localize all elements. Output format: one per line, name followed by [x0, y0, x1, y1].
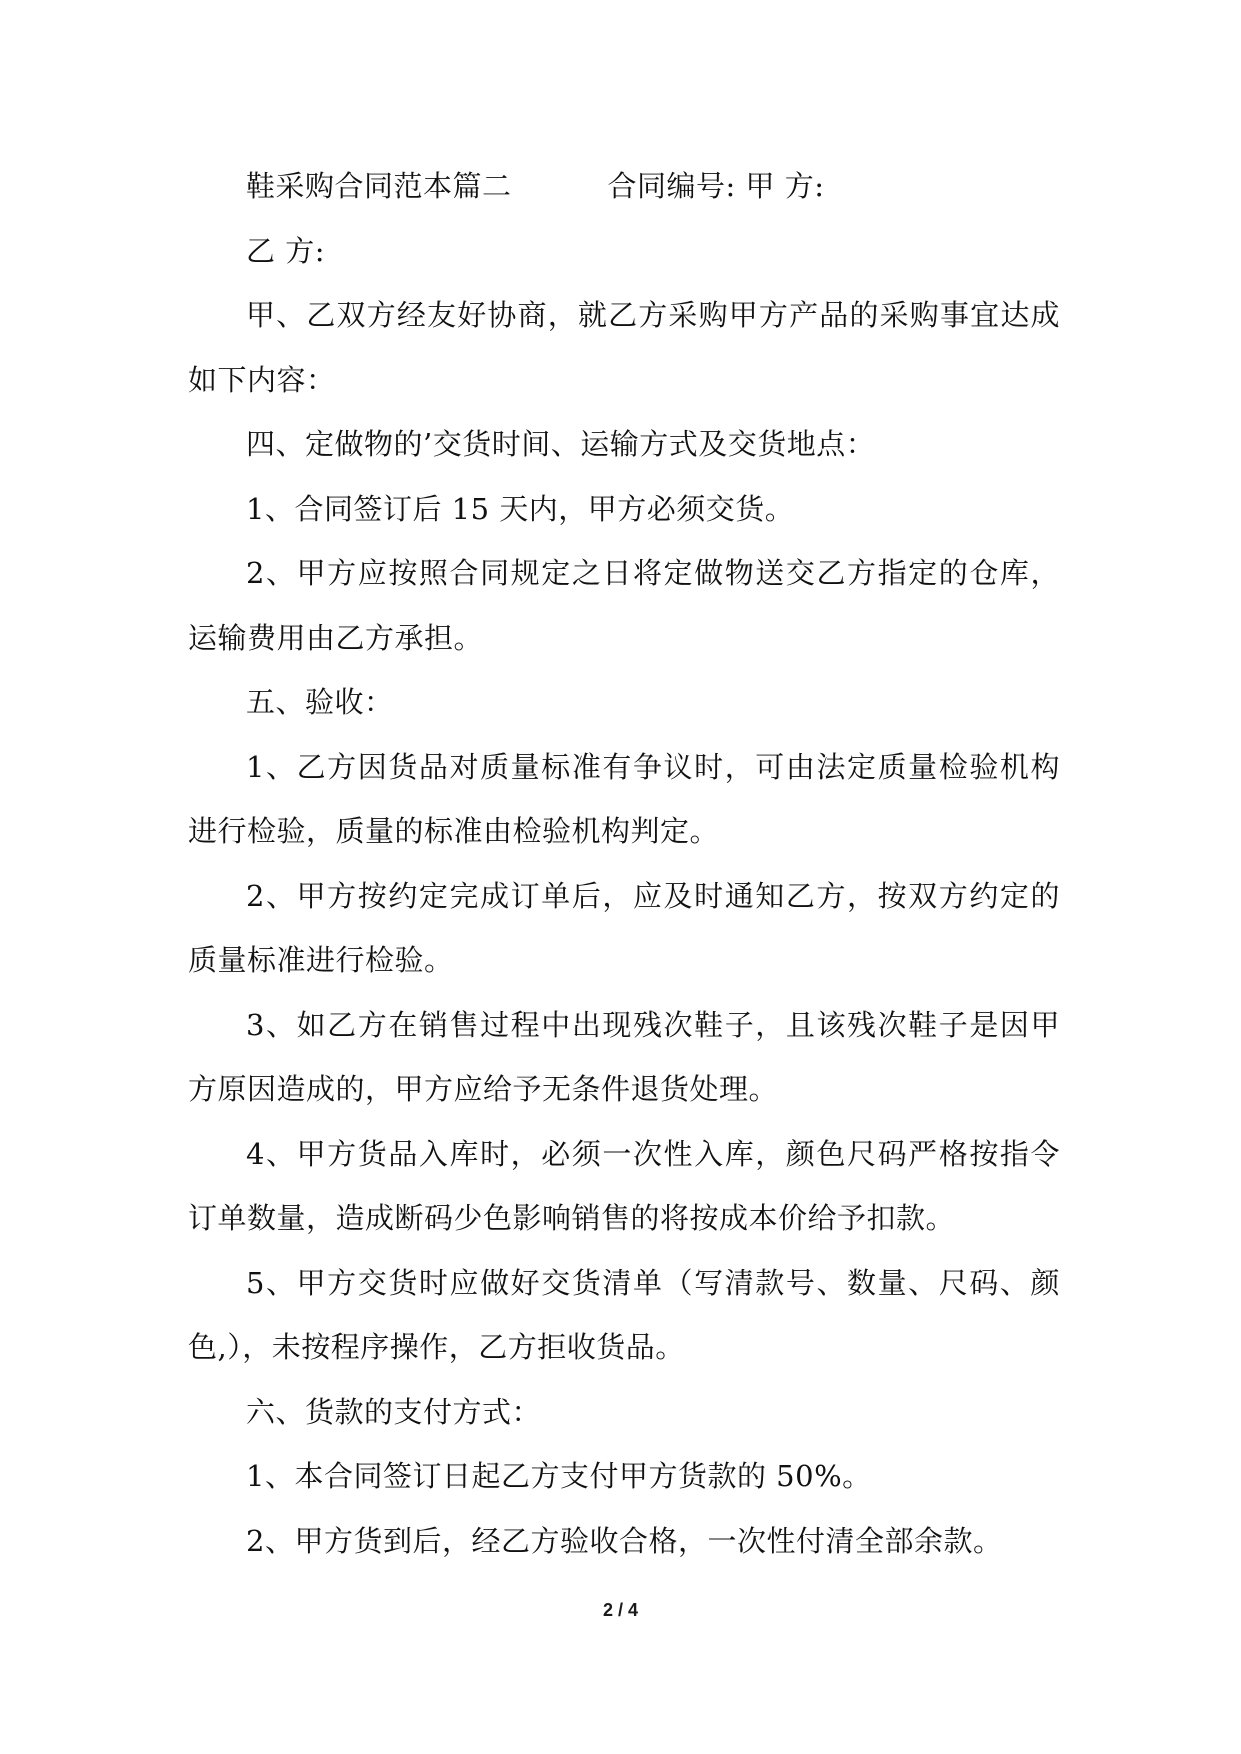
section-heading: 五、验收： [246, 685, 394, 719]
paragraph: 2、甲方货到后，经乙方验收合格，一次性付清全部余款。 [246, 1523, 1003, 1558]
paragraph: 1、本合同签订日起乙方支付甲方货款的 50%。 [246, 1459, 872, 1493]
paragraph: 2、甲方按约定完成订单后，应及时通知乙方，按双方约定的质量标准进行检验。 [188, 878, 1060, 977]
section-heading: 六、货款的支付方式： [246, 1394, 542, 1429]
contract-title: 鞋采购合同范本篇二 [246, 169, 512, 203]
paragraph: 1、合同签订后 15 天内，甲方必须交货。 [246, 491, 795, 526]
paragraph: 乙 方: [246, 233, 325, 268]
document-body [188, 154, 1060, 1573]
paragraph: 1、乙方因货品对质量标准有争议时，可由法定质量检验机构进行检验，质量的标准由检验机构判定。 [188, 749, 1060, 848]
page-number: 2 / 4 [602, 1600, 639, 1620]
contract-number-field: 合同编号: 甲 方: [607, 169, 825, 203]
paragraph: 甲、乙双方经友好协商，就乙方采购甲方产品的采购事宜达成如下内容： [188, 298, 1060, 397]
paragraph: 3、如乙方在销售过程中出现残次鞋子，且该残次鞋子是因甲方原因造成的，甲方应给予无条件退货处理。 [188, 1007, 1060, 1106]
paragraph: 5、甲方交货时应做好交货清单（写清款号、数量、尺码、颜色,），未按程序操作，乙方拒收货品。 [188, 1265, 1060, 1364]
paragraph: 2、甲方应按照合同规定之日将定做物送交乙方指定的仓库，运输费用由乙方承担。 [188, 556, 1060, 655]
section-heading: 四、定做物的’交货时间、运输方式及交货地点： [246, 427, 876, 461]
paragraph: 4、甲方货品入库时，必须一次性入库，颜色尺码严格按指令订单数量，造成断码少色影响销售的将按成本价给予扣款。 [188, 1136, 1060, 1235]
title-line [188, 154, 1060, 219]
